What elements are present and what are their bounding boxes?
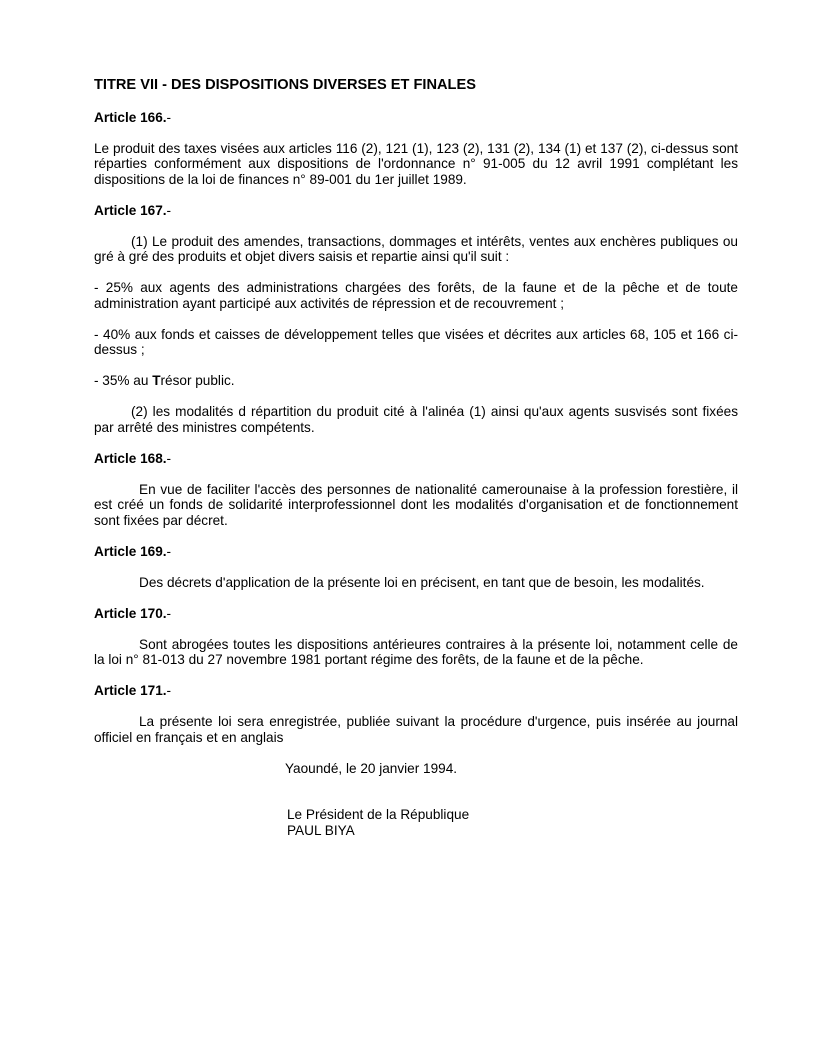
article-167-paragraph-2: (2) les modalités d répartition du produit cité à l'alinéa (1) ainsi qu'aux agents susvisés sont fixées par arrêté des ministres compétents.	[94, 404, 738, 435]
article-169-dash: -	[166, 543, 172, 559]
article-171-label: Article 171.	[94, 683, 167, 698]
article-167-paragraph-1: (1) Le produit des amendes, transactions, dommages et intérêts, ventes aux enchères publiques ou gré à gré des produits et objet divers saisis et repartie ainsi qu'il suit :	[94, 233, 738, 264]
article-167-dash: -	[166, 202, 172, 218]
article-168-label: Article 168.	[94, 450, 167, 466]
article-167-item-35-pre: - 35% au	[94, 373, 153, 388]
signature-president	[287, 807, 738, 838]
signature-president-name: PAUL BIYA	[287, 822, 355, 838]
article-169-heading	[94, 544, 738, 560]
article-167-item-40: - 40% aux fonds et caisses de développement telles que visées et décrites aux articles 68, 105 et 166 ci-dessus ;	[94, 326, 738, 357]
article-168-dash: -	[166, 450, 172, 466]
article-170-label: Article 170.	[94, 605, 167, 621]
article-167-item-35-bold: T	[152, 373, 161, 388]
article-171-paragraph: La présente loi sera enregistrée, publiée suivant la procédure d'urgence, puis insérée au journal officiel en français et en anglais	[94, 714, 738, 745]
signature-place-date: Yaoundé, le 20 janvier 1994.	[285, 760, 458, 776]
article-167-heading	[94, 203, 738, 219]
article-170-heading	[94, 606, 738, 622]
article-168-heading	[94, 451, 738, 467]
document-title: TITRE VII - DES DISPOSITIONS DIVERSES ET FINALES	[94, 77, 476, 93]
signature-block	[94, 761, 738, 839]
article-170-paragraph: Sont abrogées toutes les dispositions antérieures contraires à la présente loi, notamment celle de la loi n° 81-013 du 27 novembre 1981 portant régime des forêts, de la faune et de la pêche.	[94, 636, 738, 667]
article-166-heading	[94, 110, 738, 126]
article-167-item-25: - 25% aux agents des administrations chargées des forêts, de la faune et de la pêche et de toute administration ayant participé aux activités de répression et de recouvrement ;	[94, 280, 738, 311]
article-166-paragraph: Le produit des taxes visées aux articles 116 (2), 121 (1), 123 (2), 131 (2), 134 (1) et 137 (2), ci-dessus sont réparties conformément aux dispositions de l'ordonnance n° 91-005 du 12 avril 1991 complétant les dispositions de la loi de finances n° 89-001 du 1er juillet 1989.	[94, 140, 738, 187]
article-167-item-35	[94, 373, 738, 389]
article-168-paragraph: En vue de faciliter l'accès des personnes de nationalité camerounaise à la profession forestière, il est créé un fonds de solidarité interprofessionnel dont les modalités d'organisation et de fonctionnement sont fixées par décret.	[94, 481, 738, 528]
article-166-label: Article 166.	[94, 109, 167, 125]
signature-president-title: Le Président de la République	[287, 807, 470, 822]
document-content	[94, 78, 738, 838]
article-170-dash: -	[166, 605, 172, 621]
article-171-dash: -	[166, 683, 172, 698]
article-167-label: Article 167.	[94, 202, 167, 218]
article-169-paragraph: Des décrets d'application de la présente loi en précisent, en tant que de besoin, les modalités.	[139, 574, 705, 590]
article-171-heading	[94, 683, 738, 699]
article-166-dash: -	[166, 109, 172, 125]
article-169-label: Article 169.	[94, 543, 167, 559]
article-167-item-35-post: résor public.	[160, 373, 235, 388]
